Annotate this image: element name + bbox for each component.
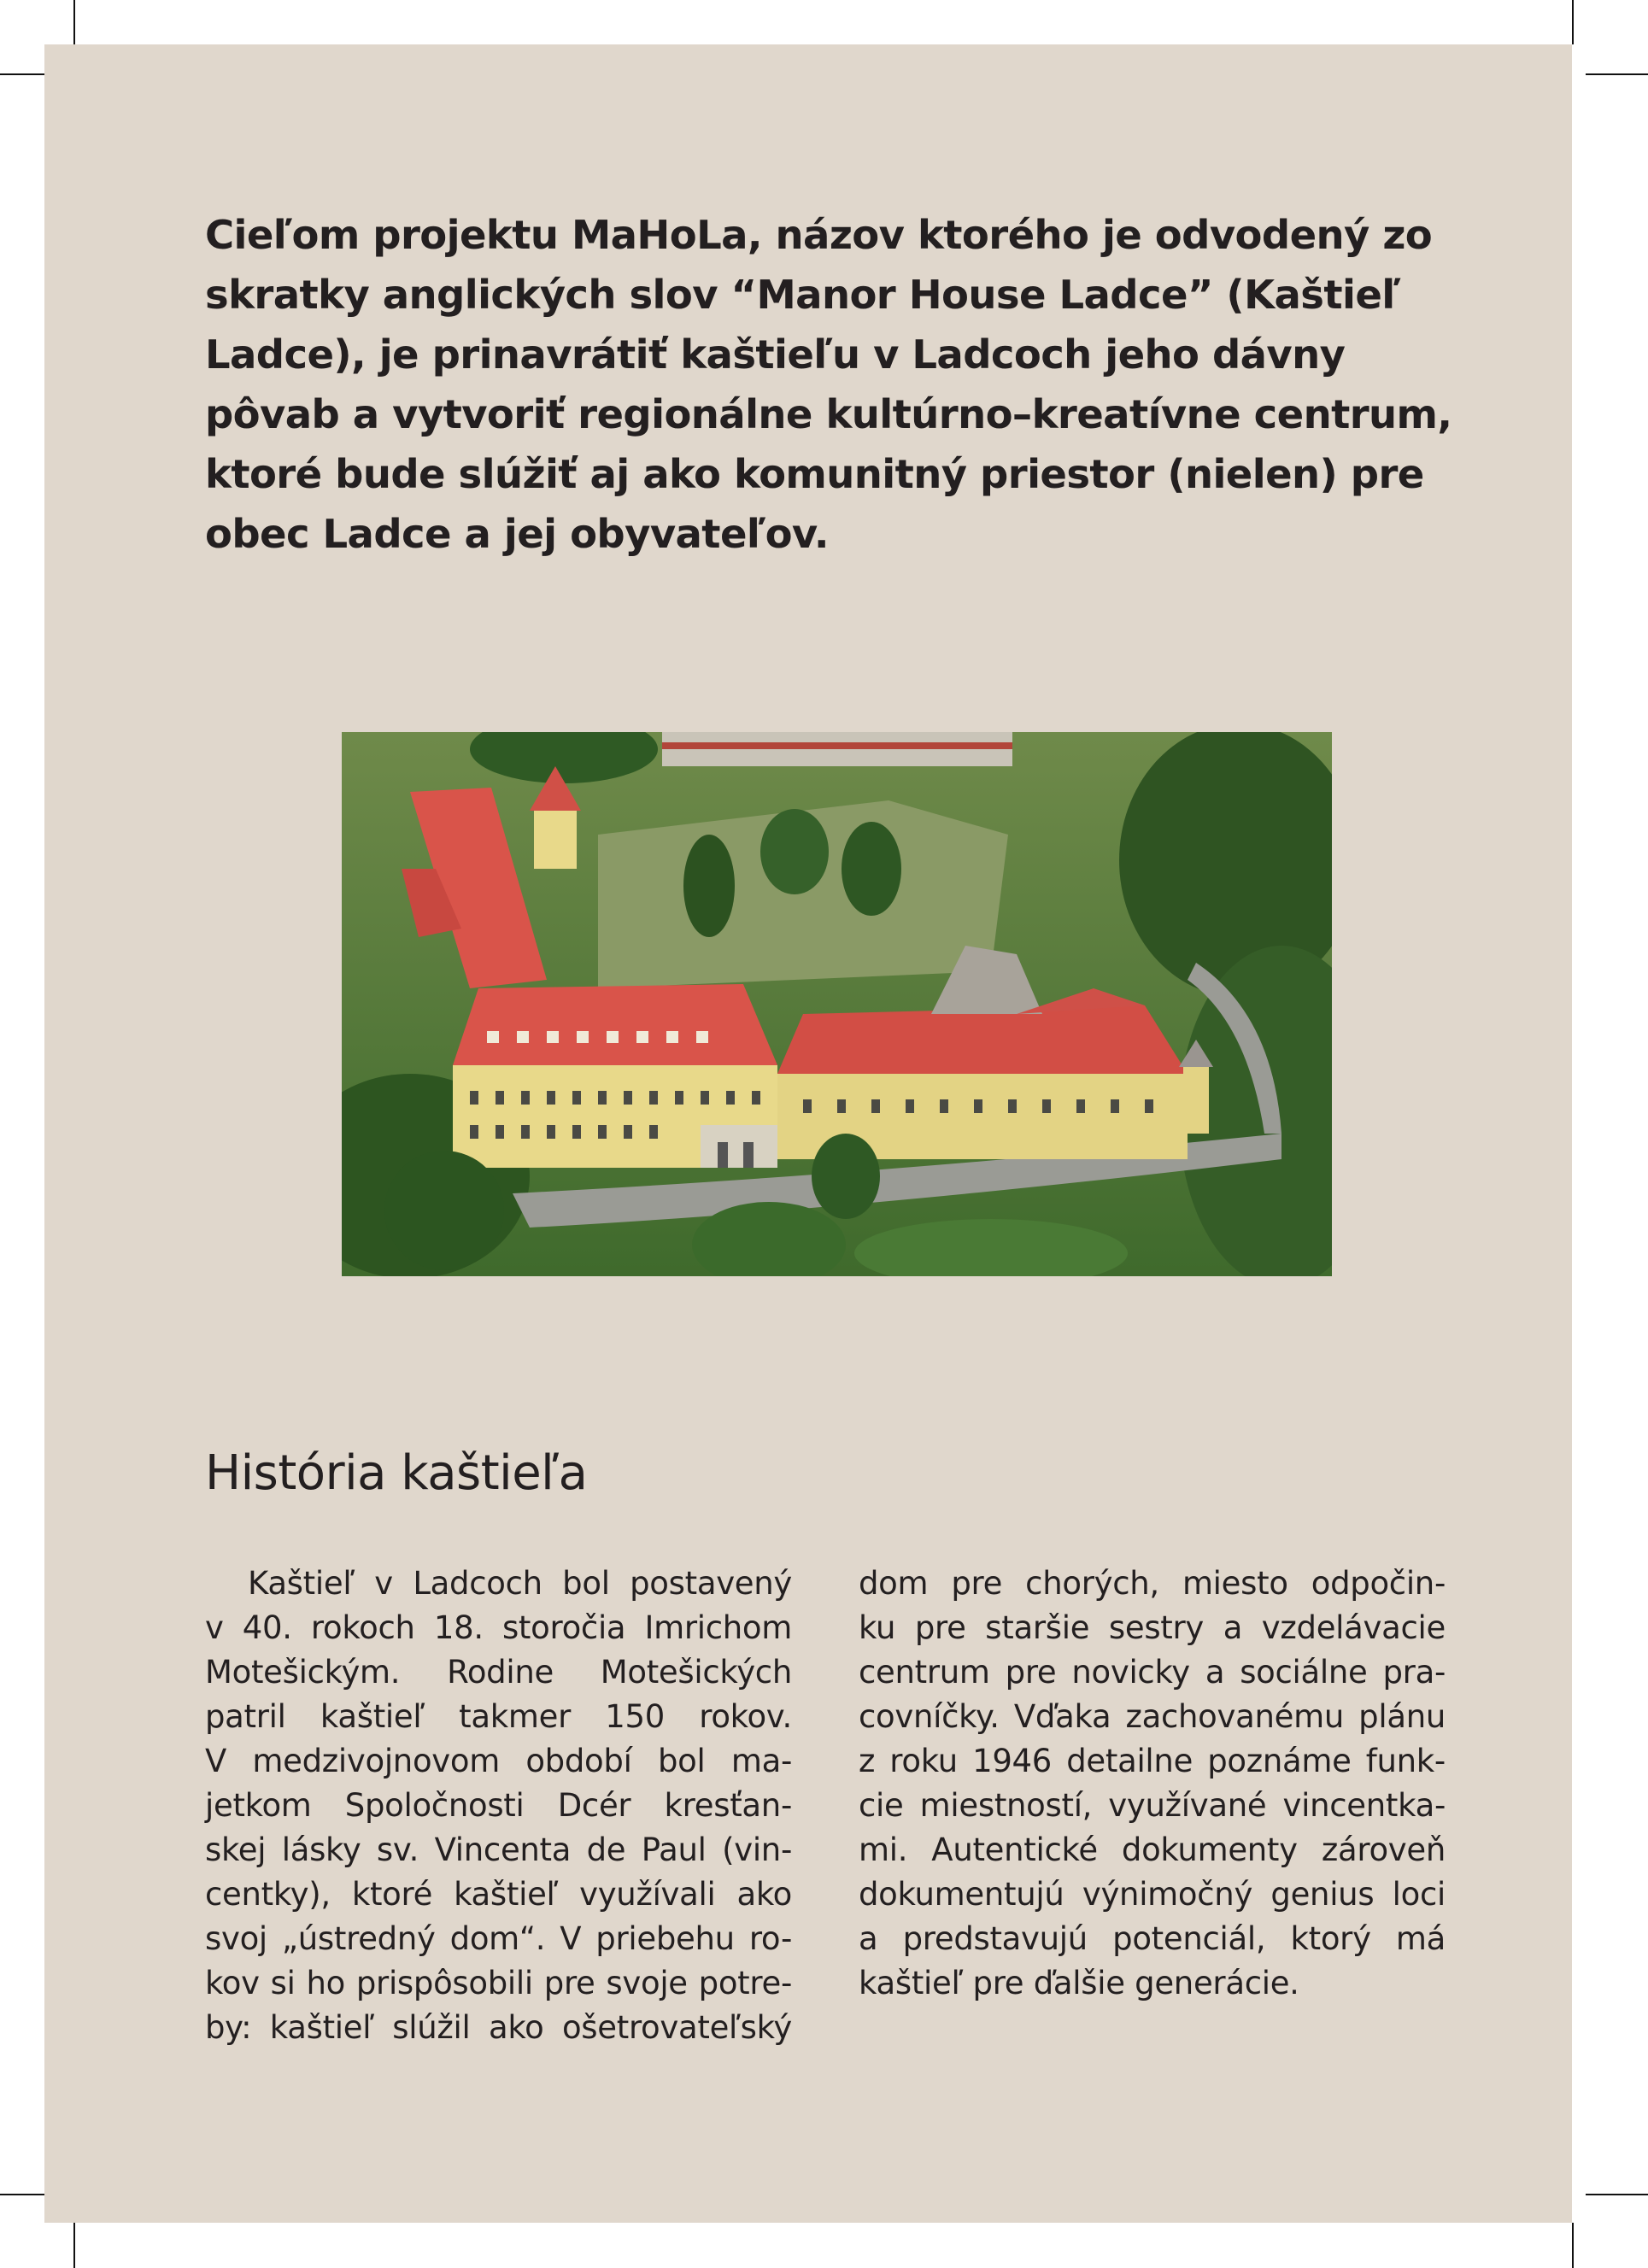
text-line: V medzivojnovom období bol ma- xyxy=(205,1743,792,1779)
text-line: skej lásky sv. Vincenta de Paul (vin- xyxy=(205,1831,792,1868)
history-column-left xyxy=(205,1562,792,2050)
text-line: kaštieľ pre ďalšie generácie. xyxy=(859,1965,1299,2001)
crop-mark-top-right-h xyxy=(1586,73,1648,75)
crop-mark-bottom-right-h xyxy=(1586,2194,1648,2195)
text-line: covníčky. Vďaka zachovanému plánu xyxy=(859,1698,1446,1735)
text-line: v 40. rokoch 18. storočia Imrichom xyxy=(205,1609,792,1646)
text-line: mi. Autentické dokumenty zároveň xyxy=(859,1831,1446,1868)
text-line: centky), ktoré kaštieľ využívali ako xyxy=(205,1876,792,1913)
crop-mark-top-left xyxy=(73,0,75,44)
text-line: Motešickým. Rodine Motešických xyxy=(205,1654,792,1691)
crop-mark-bottom-left xyxy=(73,2223,75,2268)
text-line: dokumentujú výnimočný genius loci xyxy=(859,1876,1446,1913)
text-line: z roku 1946 detailne poznáme funk- xyxy=(859,1743,1446,1779)
text-line: svoj „ústredný dom“. V priebehu ro- xyxy=(205,1920,792,1957)
text-line: Kaštieľ v Ladcoch bol postavený xyxy=(248,1565,792,1602)
crop-mark-top-right xyxy=(1572,0,1574,44)
text-line: jetkom Spoločnosti Dcér kresťan- xyxy=(205,1787,792,1824)
crop-mark-bottom-right xyxy=(1572,2223,1574,2268)
text-line: patril kaštieľ takmer 150 rokov. xyxy=(205,1698,792,1735)
text-line: dom pre chorých, miesto odpočin- xyxy=(859,1565,1446,1602)
text-line: centrum pre novicky a sociálne pra- xyxy=(859,1654,1446,1691)
section-heading: História kaštieľa xyxy=(205,1445,588,1501)
text-line: by: kaštieľ slúžil ako ošetrovateľský xyxy=(205,2009,792,2046)
crop-mark-top-left-h xyxy=(0,73,44,75)
text-line: kov si ho prispôsobili pre svoje potre- xyxy=(205,1965,792,2001)
text-line: cie miestností, využívané vincentka- xyxy=(859,1787,1446,1824)
history-column-right xyxy=(859,1562,1446,2006)
crop-mark-bottom-left-h xyxy=(0,2194,44,2195)
text-line: ku pre staršie sestry a vzdelávacie xyxy=(859,1609,1446,1646)
text-line: a predstavujú potenciál, ktorý má xyxy=(859,1920,1446,1957)
intro-paragraph: Cieľom projektu MaHoLa, názov ktorého je odvodený zo skratky anglických slov “Manor House Ladce” (Kaštieľ Ladce), je prinavrátiť kaštieľu v Ladcoch jeho dávny pôvab a vytvoriť regionálne kultúrno–kreatívne centrum, ktoré bude slúžiť aj ako komunitný priestor (nielen) pre obec Ladce a jej obyvateľov. xyxy=(205,212,1452,557)
manor-house-photo xyxy=(342,732,1332,1276)
